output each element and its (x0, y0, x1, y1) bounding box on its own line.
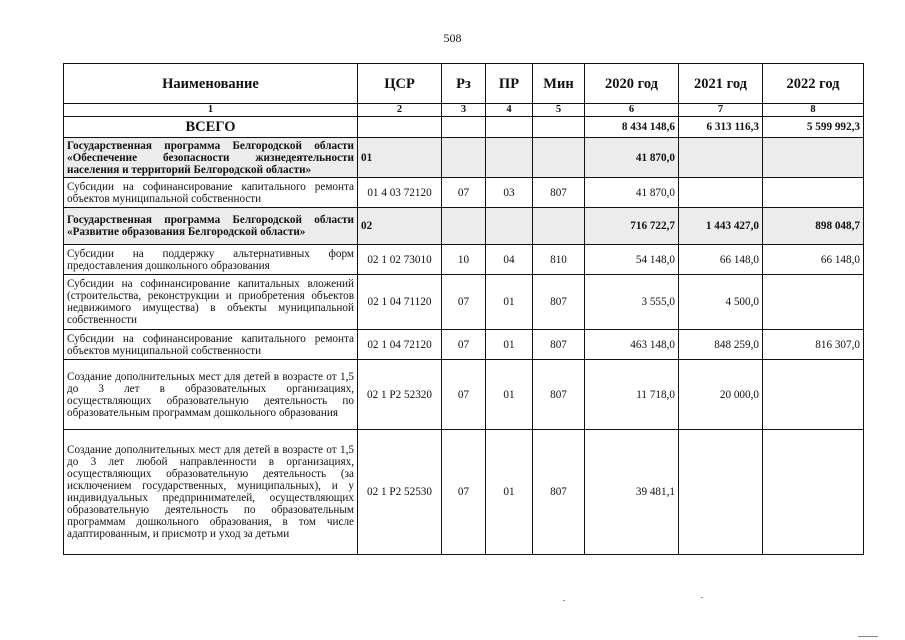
row-name: Создание дополнительных мест для детей в возрасте от 1,5 до 3 лет в образовательных организациях, осуществляющих образовательную деятельность по образовательным программам дошкольного образования (64, 360, 358, 430)
row-2021: 66 148,0 (679, 245, 763, 275)
column-number: 7 (679, 104, 763, 117)
total-row (64, 117, 864, 138)
row-name: Государственная программа Белгородской области «Развитие образования Белгородской области» (64, 208, 358, 245)
row-pr: 01 (486, 275, 533, 330)
header-min: Мин (533, 64, 585, 104)
header-2020: 2020 год (585, 64, 679, 104)
row-name: Государственная программа Белгородской области «Обеспечение безопасности жизнедеятельности населения и территорий Белгородской области» (64, 138, 358, 178)
row-pr: 03 (486, 178, 533, 208)
row-2020: 8 434 148,6 (585, 117, 679, 138)
page-number: 508 (443, 31, 462, 45)
scan-speck (563, 600, 565, 601)
column-number: 5 (533, 104, 585, 117)
row-rz (442, 117, 486, 138)
row-2021: 6 313 116,3 (679, 117, 763, 138)
scan-speck (858, 636, 878, 637)
row-pr (486, 138, 533, 178)
row-name: Субсидии на софинансирование капитальных вложений (строительства, реконструкции и приобретения объектов недвижимого имущества) в объекты муниципальной собственности (64, 275, 358, 330)
row-pr: 01 (486, 330, 533, 360)
row-name: Создание дополнительных мест для детей в возрасте от 1,5 до 3 лет любой направленности в организациях, осуществляющих образовательную деятельность (за исключением государственных, муниципальных), и у индивидуальных предпринимателей, осуществляющих образовательную деятельность по образовательным программам дошкольного образования, в том числе адаптированным, и присмотр и уход за детьми (64, 430, 358, 555)
row-min: 810 (533, 245, 585, 275)
header-2021: 2021 год (679, 64, 763, 104)
table-row (64, 360, 864, 430)
row-csr: 02 (358, 208, 442, 245)
row-2022 (763, 430, 864, 555)
row-2021: 848 259,0 (679, 330, 763, 360)
row-2020: 54 148,0 (585, 245, 679, 275)
row-csr: 01 (358, 138, 442, 178)
row-2022: 66 148,0 (763, 245, 864, 275)
row-2021: 1 443 427,0 (679, 208, 763, 245)
row-csr: 02 1 04 72120 (358, 330, 442, 360)
row-csr: 02 1 04 71120 (358, 275, 442, 330)
row-2020: 41 870,0 (585, 138, 679, 178)
row-2022: 816 307,0 (763, 330, 864, 360)
row-rz: 07 (442, 330, 486, 360)
row-2020: 41 870,0 (585, 178, 679, 208)
row-rz (442, 208, 486, 245)
header-row (64, 64, 864, 104)
row-min: 807 (533, 178, 585, 208)
row-rz: 07 (442, 275, 486, 330)
row-csr: 02 1 P2 52530 (358, 430, 442, 555)
row-csr: 02 1 P2 52320 (358, 360, 442, 430)
column-number: 4 (486, 104, 533, 117)
row-name: ВСЕГО (64, 117, 358, 138)
row-min: 807 (533, 360, 585, 430)
row-csr (358, 117, 442, 138)
row-pr: 01 (486, 430, 533, 555)
row-min: 807 (533, 330, 585, 360)
table-row (64, 430, 864, 555)
row-min: 807 (533, 430, 585, 555)
column-number-row (64, 104, 864, 117)
row-name: Субсидии на софинансирование капитального ремонта объектов муниципальной собственности (64, 330, 358, 360)
row-name: Субсидии на поддержку альтернативных форм предоставления дошкольного образования (64, 245, 358, 275)
row-rz: 07 (442, 430, 486, 555)
table-row (64, 330, 864, 360)
row-pr: 01 (486, 360, 533, 430)
row-2022: 898 048,7 (763, 208, 864, 245)
row-2020: 3 555,0 (585, 275, 679, 330)
row-min (533, 208, 585, 245)
row-2020: 39 481,1 (585, 430, 679, 555)
program-row (64, 138, 864, 178)
row-2020: 11 718,0 (585, 360, 679, 430)
row-rz: 07 (442, 178, 486, 208)
row-csr: 01 4 03 72120 (358, 178, 442, 208)
header-csr: ЦСР (358, 64, 442, 104)
row-2021 (679, 178, 763, 208)
column-number: 8 (763, 104, 864, 117)
row-min: 807 (533, 275, 585, 330)
row-2020: 716 722,7 (585, 208, 679, 245)
row-2021: 20 000,0 (679, 360, 763, 430)
row-2022 (763, 360, 864, 430)
row-2022: 5 599 992,3 (763, 117, 864, 138)
row-pr (486, 117, 533, 138)
column-number: 3 (442, 104, 486, 117)
header-2022: 2022 год (763, 64, 864, 104)
row-rz (442, 138, 486, 178)
table-row (64, 245, 864, 275)
row-min (533, 138, 585, 178)
row-2021 (679, 138, 763, 178)
program-row (64, 208, 864, 245)
header-rz: Рз (442, 64, 486, 104)
column-number: 2 (358, 104, 442, 117)
row-min (533, 117, 585, 138)
column-number: 1 (64, 104, 358, 117)
row-name: Субсидии на софинансирование капитального ремонта объектов муниципальной собственности (64, 178, 358, 208)
row-2021 (679, 430, 763, 555)
row-2022 (763, 275, 864, 330)
table-row (64, 275, 864, 330)
row-2020: 463 148,0 (585, 330, 679, 360)
table-row (64, 178, 864, 208)
column-number: 6 (585, 104, 679, 117)
row-2022 (763, 178, 864, 208)
header-name: Наименование (64, 64, 358, 104)
row-rz: 07 (442, 360, 486, 430)
row-2022 (763, 138, 864, 178)
header-pr: ПР (486, 64, 533, 104)
row-csr: 02 1 02 73010 (358, 245, 442, 275)
scan-speck (701, 597, 703, 598)
row-2021: 4 500,0 (679, 275, 763, 330)
budget-table (63, 63, 864, 555)
row-pr: 04 (486, 245, 533, 275)
row-pr (486, 208, 533, 245)
row-rz: 10 (442, 245, 486, 275)
